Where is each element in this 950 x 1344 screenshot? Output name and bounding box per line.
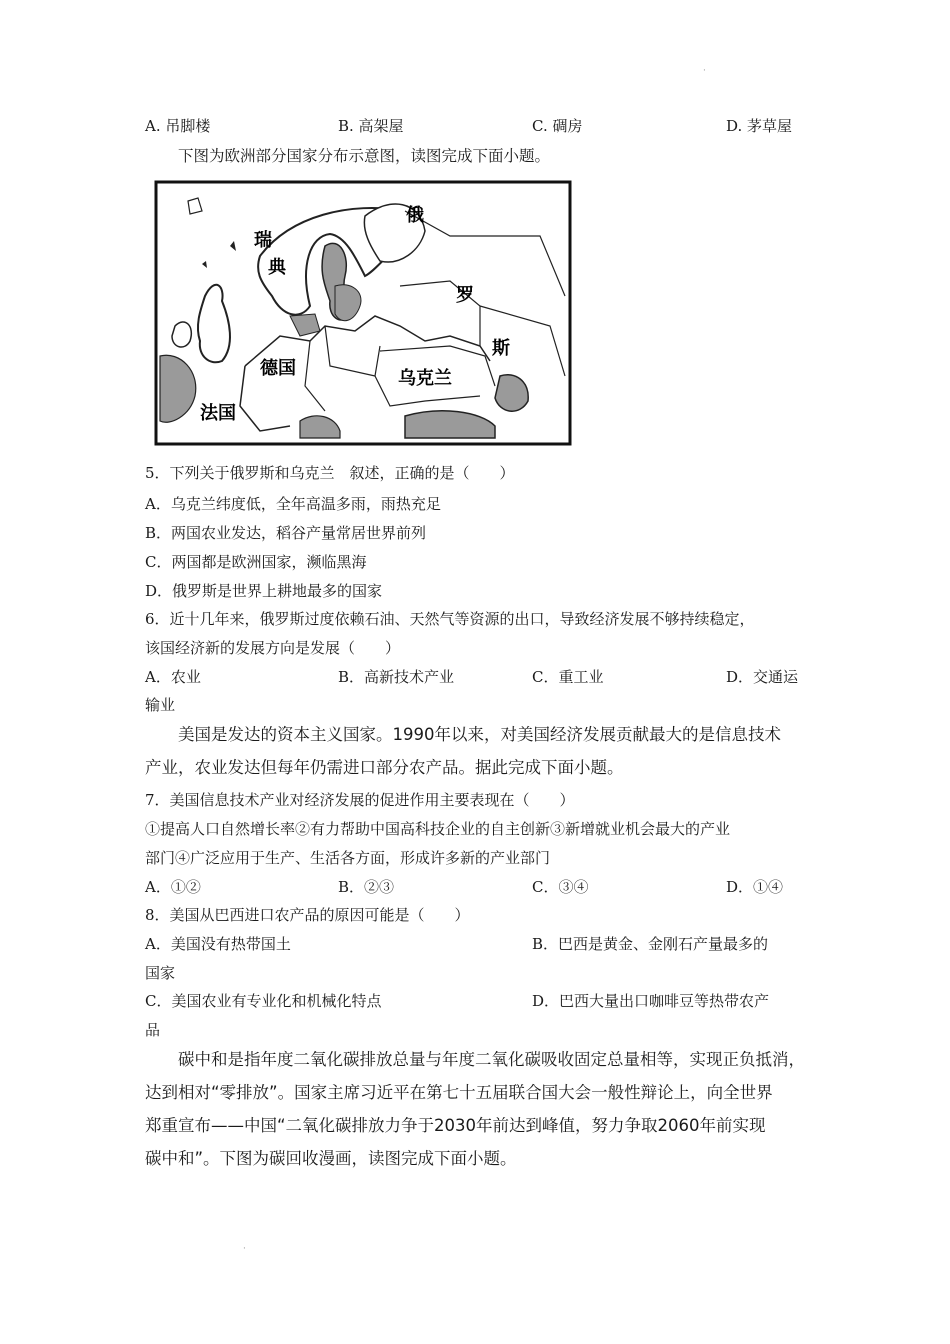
q5-option-c[interactable]: C．两国都是欧洲国家，濒临黑海 bbox=[145, 553, 367, 571]
carbon-intro-line1: 碳中和是指年度二氧化碳排放总量与年度二氧化碳吸收固定总量相等，实现正负抵消， bbox=[178, 1050, 805, 1069]
q5-stem: 5．下列关于俄罗斯和乌克兰 叙述，正确的是（ ） bbox=[145, 464, 515, 482]
q8-option-d-wrap: 品 bbox=[145, 1021, 161, 1039]
usa-intro-line2: 产业，农业发达但每年仍需进口部分农产品。据此完成下面小题。 bbox=[145, 758, 624, 777]
map-label-ukraine: 乌克兰 bbox=[398, 368, 452, 389]
usa-intro-line1: 美国是发达的资本主义国家。1990年以来，对美国经济发展贡献最大的是信息技术 bbox=[178, 725, 781, 744]
q5-option-a[interactable]: A．乌克兰纬度低，全年高温多雨，雨热充足 bbox=[145, 495, 441, 513]
q8-option-c[interactable]: C．美国农业有专业化和机械化特点 bbox=[145, 992, 382, 1010]
q6-stem-line1: 6．近十几年来，俄罗斯过度依赖石油、天然气等资源的出口，导致经济发展不够持续稳定， bbox=[145, 610, 755, 628]
map-label-russia-3: 斯 bbox=[492, 338, 510, 359]
map-label-france: 法国 bbox=[200, 403, 236, 424]
map-label-sweden-2: 典 bbox=[268, 257, 286, 278]
map-label-germany: 德国 bbox=[260, 358, 296, 379]
q4-option-d[interactable]: D. 茅草屋 bbox=[726, 117, 793, 135]
q7-stem: 7．美国信息技术产业对经济发展的促进作用主要表现在（ ） bbox=[145, 791, 575, 809]
q7-option-c[interactable]: C．③④ bbox=[532, 878, 589, 896]
stray-dot: · bbox=[703, 66, 706, 76]
q5-option-b[interactable]: B．两国农业发达，稻谷产量常居世界前列 bbox=[145, 524, 427, 542]
q6-option-c[interactable]: C．重工业 bbox=[532, 668, 604, 686]
q7-items-line1: ①提高人口自然增长率②有力帮助中国高科技企业的自主创新③新增就业机会最大的产业 bbox=[145, 820, 731, 838]
carbon-intro-line4: 碳中和”。下图为碳回收漫画，读图完成下面小题。 bbox=[145, 1149, 517, 1168]
q7-option-a[interactable]: A．①② bbox=[145, 878, 201, 896]
europe-map bbox=[150, 176, 578, 450]
q8-option-a[interactable]: A．美国没有热带国土 bbox=[145, 935, 291, 953]
q6-option-a[interactable]: A．农业 bbox=[145, 668, 201, 686]
map-label-russia-2: 罗 bbox=[456, 285, 474, 306]
q4-option-b[interactable]: B. 高架屋 bbox=[338, 117, 404, 135]
q4-option-c[interactable]: C. 碉房 bbox=[532, 117, 583, 135]
carbon-intro-line2: 达到相对“零排放”。国家主席习近平在第七十五届联合国大会一般性辩论上，向全世界 bbox=[145, 1083, 773, 1102]
q8-stem: 8．美国从巴西进口农产品的原因可能是（ ） bbox=[145, 906, 470, 924]
map-label-sweden-1: 瑞 bbox=[254, 230, 272, 251]
q6-stem-line2: 该国经济新的发展方向是发展（ ） bbox=[145, 639, 401, 657]
q8-option-b[interactable]: B．巴西是黄金、金刚石产量最多的 bbox=[532, 935, 769, 953]
q7-items-line2: 部门④广泛应用于生产、生活各方面，形成许多新的产业部门 bbox=[145, 849, 551, 867]
map-intro: 下图为欧洲部分国家分布示意图，读图完成下面小题。 bbox=[178, 147, 551, 165]
stray-dot: · bbox=[243, 1244, 246, 1254]
q7-option-b[interactable]: B．②③ bbox=[338, 878, 395, 896]
q7-option-d[interactable]: D．①④ bbox=[726, 878, 784, 896]
q5-option-d[interactable]: D．俄罗斯是世界上耕地最多的国家 bbox=[145, 582, 383, 600]
q6-option-d-wrap: 输业 bbox=[145, 696, 176, 714]
q8-option-d[interactable]: D．巴西大量出口咖啡豆等热带农产 bbox=[532, 992, 770, 1010]
q6-option-d[interactable]: D．交通运 bbox=[726, 668, 799, 686]
q4-option-a[interactable]: A. 吊脚楼 bbox=[145, 117, 211, 135]
map-label-russia-1: 俄 bbox=[406, 205, 424, 226]
carbon-intro-line3: 郑重宣布——中国“二氧化碳排放力争于2030年前达到峰值，努力争取2060年前实现 bbox=[145, 1116, 766, 1135]
q6-option-b[interactable]: B．高新技术产业 bbox=[338, 668, 455, 686]
q8-option-b-wrap: 国家 bbox=[145, 964, 176, 982]
